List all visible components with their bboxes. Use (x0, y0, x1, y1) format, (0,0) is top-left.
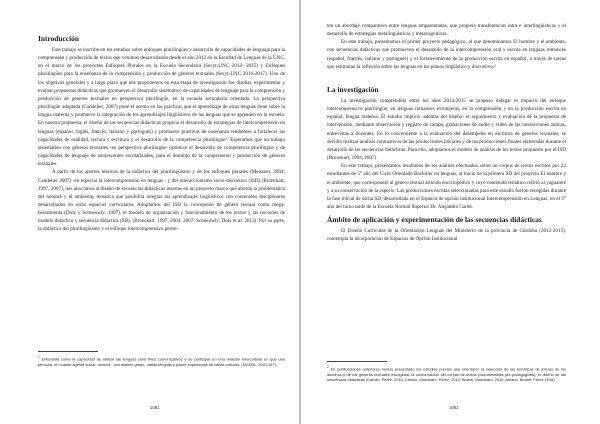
body-paragraph: La investigación comprendida entre los años 2014-2015 se propuso indagar el impacto del enfoque intercomprensivo plurilingüe, en lenguas romances extranjeras, en la comprensión y en la producción escrita en español, lengua materna. El estudio implicó -además del diseño- el seguimiento y evaluación de la propuesta de intervención, mediante observación y registro de campo, grabaciones de audio y video de las interacciones áulicas, entrevistas a docentes. En lo concerniente a la evaluación del desempeño en escritura de géneros textuales, se decidió realizar análisis contrastivos de las producciones iniciales y de las producciones finales elaboradas durante el desarrollo de las secuencias didácticas. Para ello, adoptamos el modelo de análisis de los textos propuesto por el ISD (Bronckart, 1994, 2007). (327, 97, 566, 162)
footnote-number: 1 (38, 355, 40, 359)
footnote-text: En publicaciones anteriores hemos presentado los estudios previos que orientaron la selección de las temáticas de interés de los alumnos y de los géneros textuales escogidos; la conformación del corpus de textos (documentales pre-pedagógicos); el diseño de las secuencias didácticas (Carullo; Pérez, 2015; Carullo, Marchiaro, Pérez, 2013; Brunel, Marchiaro, 2015; Amado, Brunel, Pérez 2016). (327, 366, 566, 382)
footnote-block (327, 357, 566, 382)
body-paragraph: ten un abordaje comparativo entre lenguas emparentadas, que propicia transferencias intra e interlingüísticas y el desarrollo de estrategias metalingüísticas y metacognitivas. (327, 23, 566, 38)
page-number: 1081 (150, 405, 160, 410)
footnote-block (38, 347, 285, 367)
left-page (0, 0, 299, 424)
footnote (38, 355, 285, 367)
footnote (327, 365, 566, 382)
body-paragraph: En este trabajo, presentamos el primer proyecto pedagógico, al que denominamos El hombre y el ambiente, con secuencias didácticas que promueven el desarrollo de la intercomprensión oral y escrita en lenguas romances (español, francés, italiano y portugués) y el fortalecimiento de la producción escrita en español, a través de tareas que estimulan la reflexión sobre las lenguas en los planos lingüístico y discursivo.² (327, 39, 566, 70)
body-paragraph: A partir de los aportes teóricos de la didáctica del plurilingüismo y de los enfoques plurales (Meissner, 2004; Candelier 2007) -en especial la intercomprensión en lenguas - y del interaccionismo socio-discursivo (ISD) (Bronckart, 1997, 2007), nos abocamos al diseño de secuencias didácticas insertas en un proyecto marco que aborda la problemática del hombre y el ambiente, temática que posibilita integrar los aprendizajes lingüísticos con contenidos disciplinares desarrollados en otros espacios curriculares. Adoptamos del ISD la concepción de género textual como mega-herramienta (Dolz y Schneuwly, 1997), el modelo de organización y funcionamiento de los textos y las nociones de modelo didáctico y secuencia didáctica (SD), (Bronckart, 1997, 2004, 2007; Schneuwly; Dolz et al. 2013). Por su parte, la didáctica del plurilingüismo y el enfoque intercomprensivo permi- (38, 169, 285, 233)
footnote-rule (38, 351, 98, 352)
section-heading-introduccion: Introducción (38, 34, 79, 43)
body-paragraph: Este trabajo se inscribe en los estudios sobre enfoques plurilingües y desarrollo de capacidades de lenguaje para la comprensión y producción de textos que venimos desarrollando desde el año 2012 en la Facultad de Lenguas de la UNC, en el marco de los proyectos Enfoques Plurales en la Escuela Secundaria (Secyt-UNC 2012- 2015) y Enfoques plurilingües para la enseñanza de la comprensión y producción de géneros textuales (Secyt-UNC 2016-2017). Uno de los objetivos generales y a largo plazo que nos proponemos en esta etapa de investigación fue diseñar, experimentar y evaluar propuestas didácticas que promueven el desarrollo sistemático de capacidades de lenguaje para la comprensión y producción de géneros textuales en perspectiva plurilingüe, en la escuela secundaria orientada. La perspectiva plurilingüe adoptada (Candelier, 2007) pone el acento en las prácticas que el aprendizaje de otras lenguas tiene sobre la lengua materna y promueve la integración de los aprendizajes lingüísticos de las lenguas que se aprenden en la escuela. En nuestra propuesta, el diseño de las secuencias didácticas propicia el desarrollo de estrategias de intercomprensión en lenguas (español, inglés, francés, italiano y portugués) y promueve prácticas de enseñanza tendientes a fortalecer las capacidades de oralidad, lectura y escritura y el desarrollo de la competencia plurilingüe¹. Esperamos que un trabajo sistemático con géneros textuales -en perspectiva plurilingüe- optimice el desarrollo de competencia plurilingüe y de capacidades de lenguaje de adolescentes escolarizados, para el dominio de la comprensión y producción de géneros textuales. (38, 47, 285, 168)
footnote-rule (327, 361, 387, 362)
footnote-text: Entendida como la capacidad de utilizar las lenguas para fines comunicativos y de participar en una relación intercultural en que una persona, en cuanto agente social, domina - con distinto grado- varias lenguas y posee experiencia de varias culturas. (MCERL, 2001:167). (38, 356, 285, 367)
section-heading-ambito: Ámbito de aplicación y experimentación de las secuencias didácticas (327, 215, 542, 225)
body-paragraph: El Diseño Curricular de la Orientación Lenguas del Ministerio de la provincia de Córdoba (2012-2015), contempla la incorporación de Espacios de Opción Institucional (327, 228, 566, 243)
footnote-number: 2 (327, 365, 329, 369)
right-page (301, 0, 600, 424)
section-heading-investigacion: La investigación (327, 84, 379, 94)
body-paragraph: En este trabajo, presentamos resultados de los análisis efectuados sobre un corpus de textos escritos por 22 estudiantes de 5° año del Ciclo Orientado Bachiller en lenguas, al inicio de la primera SD del proyecto El hombre y el ambiente, que correspondió al género textual artículo enciclopédico y cuyo contenido temático refirió al yaguareté y a su conservación de la especie. Las producciones escritas seleccionadas para este estudio fueron recogidas durante la fase inicial de dicha SD, desarrollada en el Espacio de opción institucional Intercomprensión en Lenguas, en el 5° año del turno tarde de la Escuela Normal Superior Dr. Alejandro Carbó. (327, 163, 566, 210)
page-number: 1082 (449, 405, 459, 410)
